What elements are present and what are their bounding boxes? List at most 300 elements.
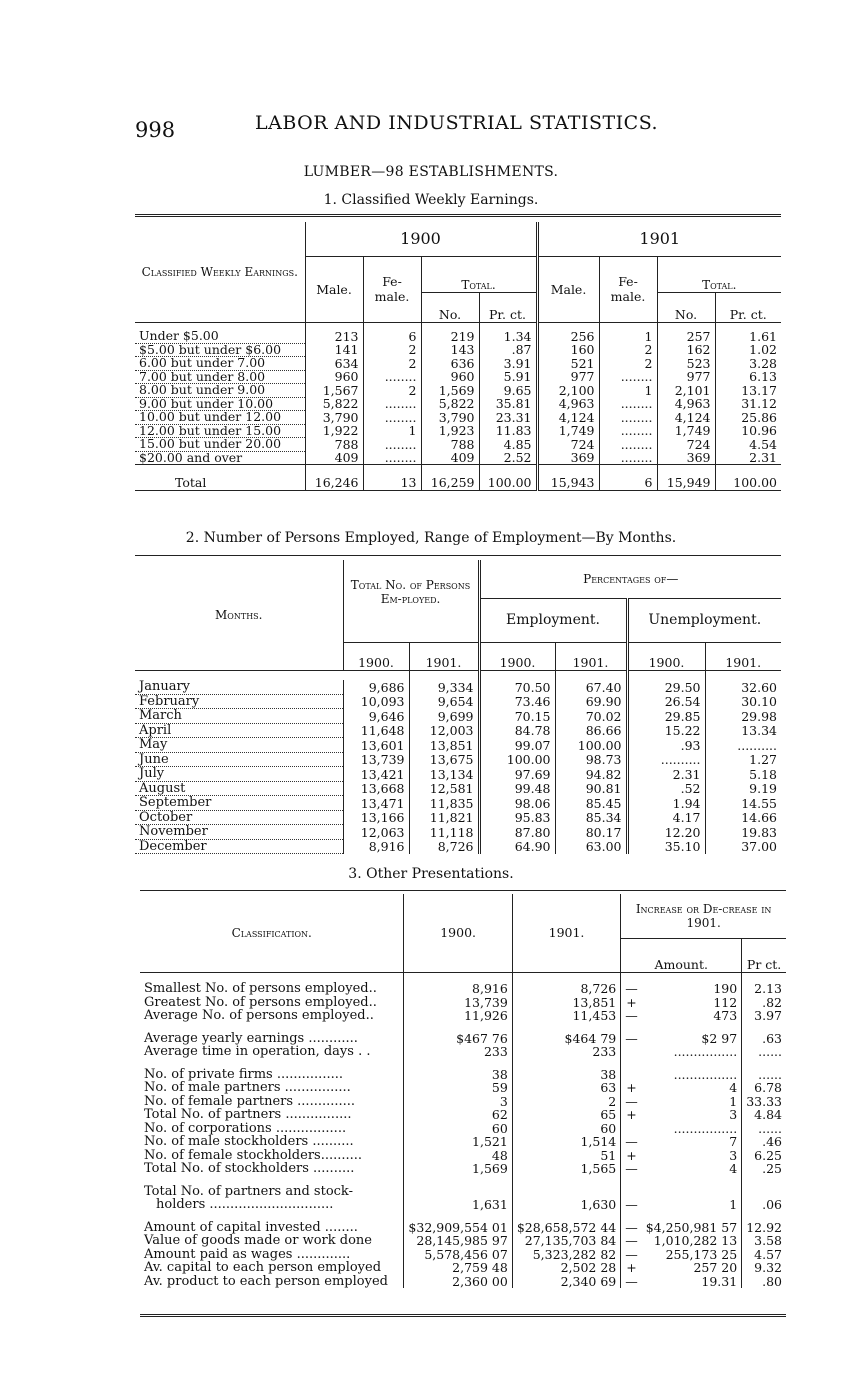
month-value-e1: 85.45 (555, 796, 627, 811)
month-value-e1: 100.00 (555, 738, 627, 753)
running-head: LABOR AND INDUSTRIAL STATISTICS. (255, 112, 659, 134)
earnings-value-m1: 369 (537, 451, 599, 465)
prct-header: Pr. ct. (479, 292, 537, 322)
classification-label: Amount paid as wages ............. (140, 1248, 404, 1262)
value-1900: 2,360 00 (452, 1273, 508, 1289)
earnings-value-f1: 1 (599, 330, 657, 343)
month-row (135, 752, 781, 767)
earnings-value-f0: 2 (363, 357, 421, 371)
earnings-value-m1: 4,124 (537, 411, 599, 425)
month-value-u1: 13.34 (705, 723, 781, 738)
change-percent: 2.13 (742, 982, 786, 996)
change-amount: 3 (729, 1107, 738, 1122)
month-row (135, 767, 781, 782)
month-value-e0: 73.46 (479, 694, 555, 709)
month-label: July (135, 767, 343, 782)
value-1901: 5,323,282 82 (512, 1248, 620, 1262)
other-presentations-table (140, 894, 786, 1288)
value-1900: 11,926 (464, 1008, 508, 1023)
section-title: LUMBER—98 ESTABLISHMENTS. (303, 164, 559, 180)
table2-title: 2. Number of Persons Employed, Range of Employment—By Months. (185, 530, 677, 546)
earnings-value-n0: 1,569 (421, 384, 479, 398)
month-value-u0: 35.10 (627, 839, 705, 854)
earnings-row (135, 411, 781, 425)
month-value-t0: 13,739 (360, 752, 405, 767)
earnings-value-p1: 2.31 (715, 451, 781, 465)
earnings-value-p1: 10.96 (715, 424, 781, 438)
earnings-value-n1: 2,101 (657, 384, 715, 398)
earnings-value-n1: 4,963 (657, 397, 715, 411)
value-1900: 62 (491, 1107, 508, 1122)
month-label: May (135, 738, 343, 753)
change-sign: + (621, 1108, 642, 1122)
change-amount: 19.31 (701, 1273, 738, 1289)
classification-label: Total No. of partners and stock- (140, 1185, 404, 1199)
earnings-total-f1: 6 (599, 465, 657, 491)
earnings-value-m1: 160 (537, 343, 599, 357)
earnings-value-f0: 6 (363, 330, 421, 343)
classification-row (140, 1234, 786, 1248)
earnings-value-m0: 1,567 (322, 382, 359, 398)
value-1900: 2,759 48 (452, 1260, 508, 1275)
month-row (135, 796, 781, 811)
t3-prct-header: Pr ct. (742, 938, 786, 972)
change-percent: .46 (742, 1135, 786, 1149)
month-value-t0: 13,166 (360, 810, 405, 825)
month-value-u1: 5.18 (705, 767, 781, 782)
month-label: January (135, 680, 343, 694)
month-label: August (135, 781, 343, 796)
change-percent: ...... (742, 1122, 786, 1136)
earnings-value-m1: 521 (537, 357, 599, 371)
change-sign: — (621, 1221, 642, 1235)
month-row (135, 680, 781, 694)
month-value-e0: 84.78 (479, 723, 555, 738)
change-percent: .25 (742, 1162, 786, 1176)
unemployment-header: Unemployment. (627, 598, 781, 642)
earnings-value-n1: 369 (657, 451, 715, 465)
earnings-value-n0: 219 (421, 330, 479, 343)
change-percent: .63 (742, 1032, 786, 1046)
earnings-row (135, 357, 781, 371)
change-percent: .06 (742, 1198, 786, 1212)
value-1901: 1,514 (512, 1135, 620, 1149)
earnings-value-f0: ........ (363, 411, 421, 425)
value-1900: 1,631 (472, 1197, 508, 1212)
month-value-t0: 9,646 (368, 708, 405, 724)
change-amount: 112 (713, 994, 738, 1010)
earnings-class-label: 10.00 but under 12.00 (135, 411, 305, 425)
earnings-value-m0: 788 (334, 436, 359, 452)
earnings-value-m1: 724 (537, 438, 599, 452)
earnings-value-n1: 523 (657, 357, 715, 371)
total-header-1901: Total. (657, 256, 781, 292)
year-1900-header: 1900 (305, 222, 537, 256)
female-header: Fe-male. (363, 256, 421, 322)
month-value-t1: 11,118 (409, 825, 479, 840)
change-percent: .80 (742, 1275, 786, 1289)
earnings-value-m1: 1,749 (537, 424, 599, 438)
amount-header: Amount. (621, 938, 742, 972)
value-1901: 11,453 (512, 1009, 620, 1023)
value-1900: 28,145,985 97 (416, 1233, 508, 1248)
change-percent: 12.92 (742, 1221, 786, 1235)
earnings-value-p0: .87 (479, 343, 537, 357)
month-value-e0: 70.50 (479, 680, 555, 694)
classification-row (140, 1185, 786, 1199)
change-header: Increase or De-crease in 1901. (621, 894, 786, 938)
value-1901: $464 79 (512, 1032, 620, 1046)
change-sign: + (621, 1081, 642, 1095)
change-amount: 1 (729, 1093, 738, 1109)
month-value-e1: 70.02 (555, 709, 627, 724)
earnings-value-f0: 2 (363, 343, 421, 357)
change-percent: 3.58 (742, 1234, 786, 1248)
earnings-value-f0: ........ (363, 451, 421, 465)
earnings-value-n1: 1,749 (657, 424, 715, 438)
earnings-value-f1: ........ (599, 438, 657, 452)
earnings-value-n1: 977 (657, 370, 715, 384)
table3-top-rule (140, 890, 786, 891)
earnings-table (135, 222, 781, 491)
month-value-e1: 86.66 (555, 723, 627, 738)
change-sign: — (621, 1248, 642, 1262)
earnings-value-p0: 4.85 (479, 438, 537, 452)
change-percent: 6.25 (742, 1149, 786, 1163)
earnings-value-f0: 2 (363, 384, 421, 398)
change-sign: — (621, 1095, 642, 1109)
month-value-e1: 98.73 (555, 752, 627, 767)
change-amount: 473 (713, 1008, 738, 1023)
month-value-t1: 9,699 (409, 709, 479, 724)
change-amount: ................ (673, 1120, 738, 1136)
month-value-t0: 9,686 (368, 679, 405, 695)
month-value-e0: 100.00 (479, 752, 555, 767)
value-1900: 60 (491, 1120, 508, 1136)
earnings-value-n1: 257 (657, 330, 715, 343)
value-1900: 13,739 (464, 994, 508, 1010)
classification-label: No. of female partners .............. (140, 1095, 404, 1109)
value-1901: $28,658,572 44 (512, 1221, 620, 1235)
classification-row (140, 1068, 786, 1082)
change-sign: — (621, 1234, 642, 1248)
month-label: November (135, 825, 343, 840)
month-row (135, 709, 781, 724)
month-value-u1: 29.98 (705, 709, 781, 724)
value-1901: 51 (512, 1149, 620, 1163)
value-1901: 2,502 28 (512, 1261, 620, 1275)
earnings-total-f0: 13 (363, 465, 421, 491)
month-value-e0: 97.69 (479, 767, 555, 782)
classification-label: No. of private firms ................ (140, 1068, 404, 1082)
month-value-u1: 32.60 (705, 680, 781, 694)
change-amount: 257 20 (693, 1260, 738, 1275)
classification-label: No. of male partners ................ (140, 1081, 404, 1095)
earnings-stub-header: Classified Weekly Earnings. (135, 222, 305, 322)
table1-title: 1. Classified Weekly Earnings. (323, 192, 539, 208)
value-1900: $32,909,554 01 (408, 1219, 508, 1235)
month-label: June (135, 752, 343, 767)
earnings-class-label: 7.00 but under 8.00 (135, 370, 305, 384)
month-value-u1: 19.83 (705, 825, 781, 840)
month-value-u1: 1.27 (705, 752, 781, 767)
month-value-u0: .52 (627, 781, 705, 796)
change-percent: 4.84 (742, 1108, 786, 1122)
classification-label: Value of goods made or work done (140, 1234, 404, 1248)
month-value-e1: 94.82 (555, 767, 627, 782)
classification-row (140, 982, 786, 996)
earnings-value-p0: 11.83 (479, 424, 537, 438)
classification-row (140, 1095, 786, 1109)
classification-row (140, 1009, 786, 1023)
earnings-value-n0: 143 (421, 343, 479, 357)
classification-label: Amount of capital invested ........ (140, 1221, 404, 1235)
earnings-value-n1: 724 (657, 438, 715, 452)
earnings-value-m1: 2,100 (537, 384, 599, 398)
earnings-total-label: Total (135, 465, 305, 491)
classification-label: Smallest No. of persons employed.. (140, 982, 404, 996)
month-row (135, 825, 781, 840)
month-row (135, 839, 781, 854)
value-1901: 60 (512, 1122, 620, 1136)
earnings-value-p0: 35.81 (479, 397, 537, 411)
earnings-value-f1: ........ (599, 411, 657, 425)
change-amount: 255,173 25 (665, 1246, 738, 1262)
month-value-e0: 99.07 (479, 738, 555, 753)
unemp-1901-header: 1901. (705, 642, 781, 670)
change-sign: — (621, 1032, 642, 1046)
earnings-value-m0: 960 (334, 369, 359, 384)
earnings-value-p1: 6.13 (715, 370, 781, 384)
year-1901-header: 1901 (537, 222, 781, 256)
value-1901: 1,630 (512, 1198, 620, 1212)
month-value-e0: 98.06 (479, 796, 555, 811)
value-1900: 3 (499, 1093, 508, 1109)
earnings-value-n1: 162 (657, 343, 715, 357)
earnings-value-f1: ........ (599, 370, 657, 384)
classification-row (140, 1032, 786, 1046)
change-sign: — (621, 1198, 642, 1212)
value-1901: 65 (512, 1108, 620, 1122)
earnings-value-p1: 1.02 (715, 343, 781, 357)
month-value-u0: 29.50 (627, 680, 705, 694)
month-row (135, 781, 781, 796)
month-value-t1: 9,334 (409, 680, 479, 694)
month-value-e1: 80.17 (555, 825, 627, 840)
change-percent: 6.78 (742, 1081, 786, 1095)
change-amount: ................ (673, 1066, 738, 1082)
classification-row (140, 1248, 786, 1262)
month-value-t0: 13,471 (360, 795, 405, 811)
value-1900: 1,569 (472, 1161, 508, 1176)
earnings-row (135, 438, 781, 452)
t3-1901-header: 1901. (512, 894, 620, 972)
month-value-u1: .......... (705, 738, 781, 753)
month-value-u0: .93 (627, 738, 705, 753)
earnings-value-m1: 4,963 (537, 397, 599, 411)
change-sign: — (621, 1135, 642, 1149)
value-1901: 233 (512, 1045, 620, 1059)
change-sign: + (621, 1149, 642, 1163)
earnings-class-label: 6.00 but under 7.00 (135, 357, 305, 371)
change-amount: $2 97 (701, 1030, 738, 1046)
employment-table (135, 560, 781, 854)
earnings-value-n0: 409 (421, 451, 479, 465)
earnings-total-m0: 16,246 (305, 465, 363, 491)
change-amount: ................ (673, 1044, 738, 1059)
table3-bottom-rule (140, 1314, 786, 1317)
month-value-e0: 64.90 (479, 839, 555, 854)
earnings-value-m1: 977 (537, 370, 599, 384)
month-value-t1: 13,675 (409, 752, 479, 767)
month-value-t1: 11,821 (409, 810, 479, 825)
earnings-value-m0: 409 (334, 449, 359, 465)
female-header-1901: Fe-male. (599, 256, 657, 322)
earnings-class-label: 12.00 but under 15.00 (135, 424, 305, 438)
t2-1901-header: 1901. (409, 642, 479, 670)
month-value-t0: 12,063 (360, 824, 405, 840)
total-persons-header: Total No. of Persons Em-ployed. (343, 560, 479, 642)
change-amount: 3 (729, 1147, 738, 1163)
classification-row (140, 996, 786, 1010)
earnings-value-f1: ........ (599, 397, 657, 411)
month-value-t1: 12,003 (409, 723, 479, 738)
month-value-u0: 4.17 (627, 810, 705, 825)
earnings-value-n0: 1,923 (421, 424, 479, 438)
month-value-t1: 11,835 (409, 796, 479, 811)
classification-label: Total No. of partners ................ (140, 1108, 404, 1122)
classification-row (140, 1135, 786, 1149)
earnings-value-n0: 3,790 (421, 411, 479, 425)
earnings-value-m0: 213 (334, 328, 359, 344)
male-header: Male. (305, 256, 363, 322)
month-value-t0: 10,093 (360, 694, 405, 709)
month-value-t1: 12,581 (409, 781, 479, 796)
earnings-total-p0: 100.00 (479, 465, 537, 491)
month-value-t0: 11,648 (360, 723, 405, 738)
earnings-value-f0: ........ (363, 397, 421, 411)
table3-title: 3. Other Presentations. (348, 866, 514, 882)
classification-label: Average time in operation, days . . (140, 1045, 404, 1059)
value-1900: $467 76 (456, 1030, 508, 1046)
month-value-u0: 15.22 (627, 723, 705, 738)
earnings-total-n0: 16,259 (421, 465, 479, 491)
month-label: October (135, 810, 343, 825)
month-value-e0: 95.83 (479, 810, 555, 825)
earnings-value-p1: 1.61 (715, 330, 781, 343)
classification-label: Av. capital to each person employed (140, 1261, 404, 1275)
month-value-e1: 69.90 (555, 694, 627, 709)
month-value-e1: 85.34 (555, 810, 627, 825)
earnings-value-f1: ........ (599, 451, 657, 465)
change-amount: 7 (729, 1134, 738, 1149)
change-sign (621, 1068, 642, 1082)
month-value-e0: 70.15 (479, 709, 555, 724)
value-1901: 2,340 69 (512, 1275, 620, 1289)
emp-1901-header: 1901. (555, 642, 627, 670)
month-row (135, 723, 781, 738)
month-label: September (135, 796, 343, 811)
classification-row (140, 1081, 786, 1095)
value-1900: 233 (483, 1044, 508, 1059)
month-value-t1: 9,654 (409, 694, 479, 709)
value-1901: 27,135,703 84 (512, 1234, 620, 1248)
month-row (135, 694, 781, 709)
value-1901: 8,726 (512, 982, 620, 996)
value-1900: 5,578,456 07 (424, 1246, 508, 1262)
change-percent: 9.32 (742, 1261, 786, 1275)
classification-label: Total No. of stockholders .......... (140, 1162, 404, 1176)
month-value-u1: 14.66 (705, 810, 781, 825)
classification-label: No. of corporations ................. (140, 1122, 404, 1136)
change-sign (621, 1122, 642, 1136)
classification-label: No. of female stockholders.......... (140, 1149, 404, 1163)
month-value-u1: 37.00 (705, 839, 781, 854)
earnings-value-m0: 141 (334, 342, 359, 357)
classification-row (140, 1122, 786, 1136)
value-1900: 59 (491, 1080, 508, 1095)
month-value-t0: 13,421 (360, 766, 405, 782)
unemp-1900-header: 1900. (627, 642, 705, 670)
earnings-value-m0: 1,922 (322, 423, 359, 438)
earnings-value-n0: 788 (421, 438, 479, 452)
classification-label-cont: holders .............................. (140, 1198, 404, 1212)
earnings-value-f1: ........ (599, 424, 657, 438)
earnings-class-label: 15.00 but under 20.00 (135, 438, 305, 452)
change-sign: — (621, 1162, 642, 1176)
change-amount: 4 (729, 1080, 738, 1095)
earnings-value-m1: 256 (537, 330, 599, 343)
earnings-row (135, 384, 781, 398)
earnings-value-f0: 1 (363, 424, 421, 438)
change-sign: — (621, 1009, 642, 1023)
change-percent: 4.57 (742, 1248, 786, 1262)
no-header-1901: No. (657, 292, 715, 322)
t2-1900-header: 1900. (343, 642, 409, 670)
month-row (135, 738, 781, 753)
earnings-value-p0: 23.31 (479, 411, 537, 425)
earnings-total-row (135, 465, 781, 491)
month-row (135, 810, 781, 825)
change-sign: — (621, 1275, 642, 1289)
earnings-value-f1: 1 (599, 384, 657, 398)
classification-label: Average yearly earnings ............ (140, 1032, 404, 1046)
emp-1900-header: 1900. (479, 642, 555, 670)
change-percent: 3.97 (742, 1009, 786, 1023)
classification-row-cont (140, 1198, 786, 1212)
value-1900: 38 (491, 1066, 508, 1082)
earnings-value-n1: 4,124 (657, 411, 715, 425)
month-value-u1: 30.10 (705, 694, 781, 709)
no-header: No. (421, 292, 479, 322)
month-value-e1: 67.40 (555, 680, 627, 694)
value-1900: 8,916 (472, 981, 508, 996)
earnings-value-p1: 3.28 (715, 357, 781, 371)
value-1900: 1,521 (472, 1134, 508, 1149)
classification-row (140, 1045, 786, 1059)
earnings-value-p0: 9.65 (479, 384, 537, 398)
earnings-value-p0: 2.52 (479, 451, 537, 465)
month-value-u1: 14.55 (705, 796, 781, 811)
month-value-e1: 63.00 (555, 839, 627, 854)
earnings-value-n0: 5,822 (421, 397, 479, 411)
month-label: April (135, 723, 343, 738)
classification-row (140, 1162, 786, 1176)
male-header-1901: Male. (537, 256, 599, 322)
earnings-class-label: 8.00 but under 9.00 (135, 384, 305, 398)
earnings-class-label: Under $5.00 (135, 330, 305, 343)
month-value-t1: 13,851 (409, 738, 479, 753)
